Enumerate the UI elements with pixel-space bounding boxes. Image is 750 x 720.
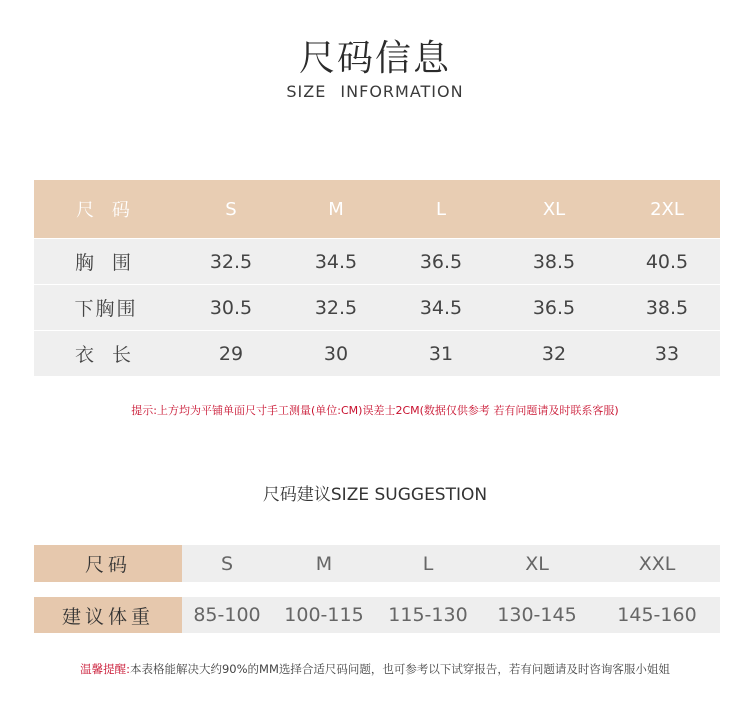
- suggestion-weight-cell: 115-130: [388, 604, 468, 626]
- suggestion-weight-row: [34, 597, 720, 633]
- suggestion-size-cell: L: [422, 552, 434, 575]
- row-label-length: 衣 长: [74, 344, 138, 366]
- row-label-underbust: 下胸围: [74, 298, 138, 320]
- table-cell: 38.5: [645, 296, 689, 319]
- footer-note-text: 本表格能解决大约90%的MM选择合适尺码问题，也可参考以下试穿报告，若有问题请及时咨询客服小姐姐: [129, 662, 670, 676]
- table-row: [34, 330, 720, 376]
- header-cell-m: M: [328, 198, 344, 220]
- table-cell: 34.5: [314, 250, 358, 273]
- suggestion-size-cell: S: [220, 552, 234, 575]
- suggestion-weight-cell: 145-160: [617, 604, 697, 626]
- measurement-note: 提示:上方均为平铺单面尺寸手工测量(单位:CM)误差士2CM(数据仅供参考 若有问题请及时联系客服): [131, 404, 619, 417]
- table-cell: 32: [541, 342, 567, 365]
- suggestion-weight-cell: 85-100: [193, 604, 261, 626]
- footer-note: [0, 661, 750, 677]
- footer-note-warning: 温馨提醒:: [80, 662, 130, 676]
- table-cell: 32.5: [314, 296, 358, 319]
- table-cell: 33: [654, 342, 680, 365]
- row-label-chest: 胸 围: [74, 252, 138, 274]
- header-cell-xl: XL: [542, 198, 566, 220]
- table-cell: 38.5: [532, 250, 576, 273]
- table-cell: 32.5: [209, 250, 253, 273]
- page-subtitle: SIZE INFORMATION: [286, 82, 464, 101]
- size-table-header: [34, 180, 720, 238]
- table-cell: 34.5: [419, 296, 463, 319]
- suggestion-title: 尺码建议SIZE SUGGESTION: [262, 485, 488, 505]
- suggestion-weight-cell: 100-115: [284, 604, 364, 626]
- table-cell: 36.5: [532, 296, 576, 319]
- suggestion-size-cell: XXL: [638, 552, 676, 575]
- table-cell: 36.5: [419, 250, 463, 273]
- header-cell-2xl: 2XL: [650, 198, 684, 220]
- table-row: [34, 238, 720, 284]
- suggestion-size-row: [34, 545, 720, 582]
- table-row: [34, 284, 720, 330]
- table-cell: 30: [323, 342, 349, 365]
- table-cell: 30.5: [209, 296, 253, 319]
- table-cell: 40.5: [645, 250, 689, 273]
- header-cell-s: S: [225, 198, 237, 220]
- page-title: 尺码信息: [298, 38, 451, 79]
- table-cell: 31: [428, 342, 454, 365]
- suggestion-weight-label: 建议体重: [34, 597, 182, 633]
- size-table: [34, 180, 720, 376]
- suggestion-weight-cell: 130-145: [497, 604, 577, 626]
- suggestion-size-cell: M: [315, 552, 333, 575]
- header-cell-size: 尺 码: [76, 200, 136, 221]
- header-cell-l: L: [435, 198, 447, 220]
- suggestion-size-label: 尺码: [34, 545, 182, 582]
- suggestion-size-cell: XL: [525, 552, 549, 575]
- table-cell: 29: [218, 342, 244, 365]
